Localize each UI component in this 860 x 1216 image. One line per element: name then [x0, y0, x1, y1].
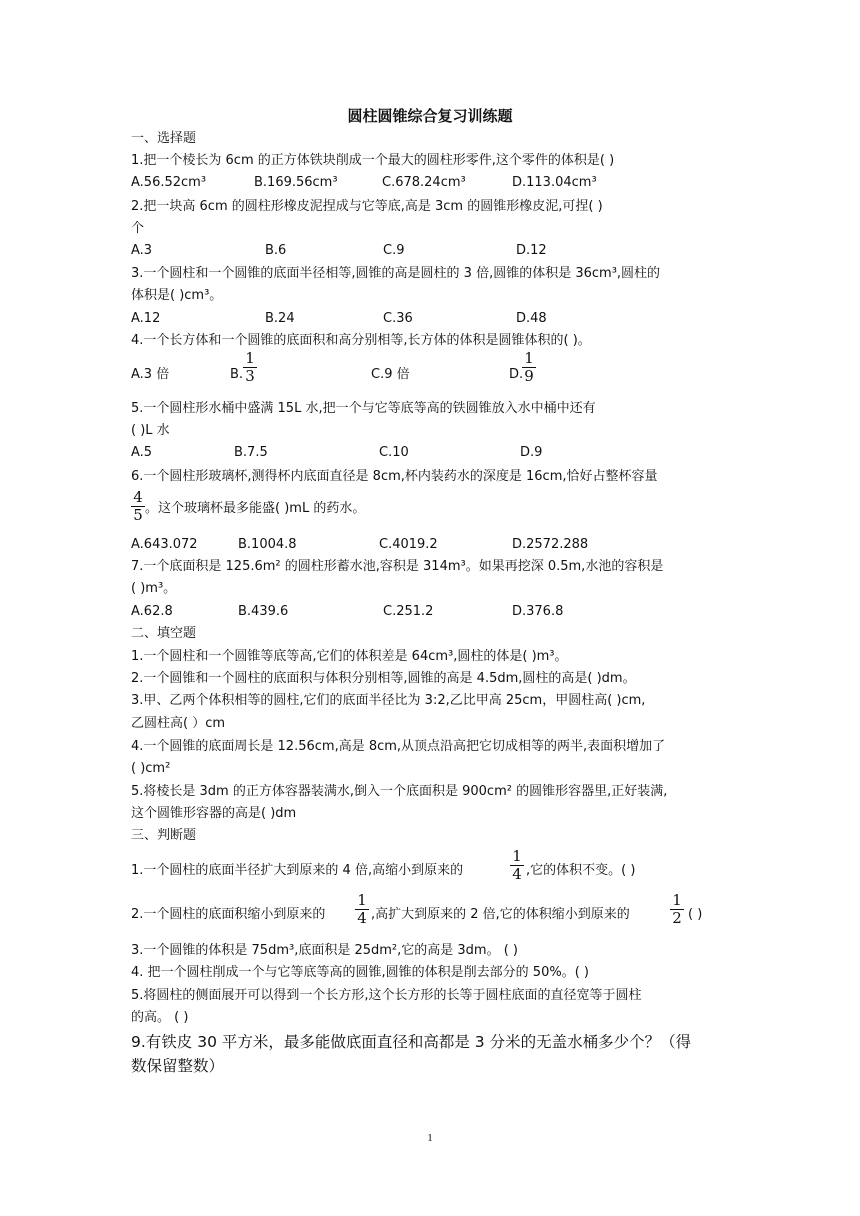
- question-6-fraction: [131, 490, 145, 523]
- fraction-numerator: 1: [245, 349, 255, 367]
- fill-question-5: 5.将棱长是 3dm 的正方体容器装满水,倒入一个底面积是 900cm² 的圆锥形容器里,正好装满,: [131, 784, 668, 799]
- fill-question-4: 4.一个圆锥的底面周长是 12.56cm,高是 8cm,从顶点沿高把它切成相等的两半,表面积增加了: [131, 739, 666, 754]
- fraction-numerator: 1: [512, 847, 522, 865]
- question-6-option-b: B.1004.8: [238, 537, 297, 552]
- judge-question-1-fraction: [510, 849, 524, 882]
- section-heading-judge: 三、判断题: [131, 828, 197, 843]
- question-1-option-d: D.113.04cm³: [512, 175, 597, 190]
- judge-question-2-fraction-2: [670, 893, 684, 926]
- fill-question-2: 2.一个圆锥和一个圆柱的底面积与体积分别相等,圆锥的高是 4.5dm,圆柱的高是( )dm。: [131, 671, 636, 686]
- judge-question-2-cont: ,高扩大到原来的 2 倍,它的体积缩小到原来的: [371, 907, 630, 922]
- word-problem-9-cont: 数保留整数）: [131, 1057, 225, 1075]
- fill-question-3: 3.甲、乙两个体积相等的圆柱,它们的底面半径比为 3:2,乙比甲高 25cm，甲圆柱高( )cm,: [131, 693, 646, 708]
- question-2-option-d: D.12: [516, 243, 547, 258]
- question-3-option-c: C.36: [383, 311, 413, 326]
- question-4-option-d: D.: [509, 367, 524, 382]
- question-2-option-a: A.3: [131, 243, 153, 258]
- question-5-stem: 5.一个圆柱形水桶中盛满 15L 水,把一个与它等底等高的铁圆锥放入水中桶中还有: [131, 401, 596, 416]
- question-3-option-b: B.24: [265, 311, 295, 326]
- question-2-stem-cont: 个: [131, 221, 145, 236]
- question-4-option-a: A.3 倍: [131, 367, 170, 382]
- question-7-stem-cont: ( )m³。: [131, 581, 177, 596]
- question-6-stem-cont: 。这个玻璃杯最多能盛( )mL 的药水。: [145, 501, 366, 516]
- question-4-stem: 4.一个长方体和一个圆锥的底面积和高分别相等,长方体的体积是圆锥体积的( )。: [131, 333, 591, 348]
- question-6-option-a: A.643.072: [131, 537, 198, 552]
- section-heading-fill: 二、填空题: [131, 626, 197, 641]
- question-7-option-c: C.251.2: [383, 604, 434, 619]
- question-5-option-c: C.10: [379, 445, 409, 460]
- judge-question-1-cont: ,它的体积不变。( ): [526, 863, 636, 878]
- word-problem-9: 9.有铁皮 30 平方米，最多能做底面直径和高都是 3 分米的无盖水桶多少个？（得: [131, 1033, 692, 1051]
- question-1-stem: 1.把一个棱长为 6cm 的正方体铁块削成一个最大的圆柱形零件,这个零件的体积是( ): [131, 153, 615, 168]
- fraction-numerator: 4: [133, 488, 143, 506]
- question-7-option-d: D.376.8: [512, 604, 564, 619]
- question-7-stem: 7.一个底面积是 125.6m² 的圆柱形蓄水池,容积是 314m³。如果再挖深 0.5m,水池的容积是: [131, 559, 664, 574]
- question-5-option-b: B.7.5: [234, 445, 268, 460]
- question-1-option-c: C.678.24cm³: [382, 175, 466, 190]
- question-6-option-d: D.2572.288: [512, 537, 589, 552]
- question-7-option-b: B.439.6: [238, 604, 289, 619]
- fraction-denominator: 3: [245, 367, 255, 385]
- fraction-denominator: 5: [133, 506, 143, 524]
- question-3-option-a: A.12: [131, 311, 161, 326]
- question-5-option-d: D.9: [520, 445, 543, 460]
- question-4-option-b-fraction: [243, 351, 257, 384]
- fill-question-3-cont: 乙圆柱高( ）cm: [131, 716, 226, 731]
- judge-question-3: 3.一个圆锥的体积是 75dm³,底面积是 25dm²,它的高是 3dm。 ( ): [131, 943, 518, 958]
- fraction-denominator: 9: [524, 367, 534, 385]
- question-2-option-b: B.6: [265, 243, 287, 258]
- question-5-option-a: A.5: [131, 445, 153, 460]
- judge-question-5: 5.将圆柱的侧面展开可以得到一个长方形,这个长方形的长等于圆柱底面的直径宽等于圆柱: [131, 988, 642, 1003]
- fill-question-5-cont: 这个圆锥形容器的高是( )dm: [131, 806, 297, 821]
- judge-question-2: 2.一个圆柱的底面积缩小到原来的: [131, 907, 326, 922]
- fraction-numerator: 1: [357, 891, 367, 909]
- page-title: 圆柱圆锥综合复习训练题: [347, 107, 513, 125]
- section-heading-choice: 一、选择题: [131, 131, 197, 146]
- question-2-option-c: C.9: [383, 243, 405, 258]
- question-7-option-a: A.62.8: [131, 604, 173, 619]
- fill-question-1: 1.一个圆柱和一个圆锥等底等高,它们的体积差是 64cm³,圆柱的体是( )m³。: [131, 649, 568, 664]
- judge-question-4: 4. 把一个圆柱削成一个与它等底等高的圆锥,圆锥的体积是削去部分的 50%。( ): [131, 965, 589, 980]
- question-2-stem: 2.把一块高 6cm 的圆柱形橡皮泥捏成与它等底,高是 3cm 的圆锥形橡皮泥,可捏( ): [131, 199, 603, 214]
- judge-question-2-fraction-1: [355, 893, 369, 926]
- question-4-option-d-fraction: [522, 351, 536, 384]
- question-3-option-d: D.48: [516, 311, 547, 326]
- fraction-denominator: 4: [512, 865, 522, 883]
- fraction-numerator: 1: [672, 891, 682, 909]
- judge-question-5-cont: 的高。 ( ): [131, 1010, 189, 1025]
- fraction-numerator: 1: [524, 349, 534, 367]
- fill-question-4-cont: ( )cm²: [131, 761, 171, 776]
- question-4-option-c: C.9 倍: [371, 367, 410, 382]
- fraction-denominator: 2: [672, 909, 682, 927]
- page-number: 1: [427, 1132, 433, 1144]
- question-1-option-a: A.56.52cm³: [131, 175, 207, 190]
- question-3-stem-cont: 体积是( )cm³。: [131, 288, 223, 303]
- question-6-option-c: C.4019.2: [379, 537, 438, 552]
- question-5-stem-cont: ( )L 水: [131, 423, 170, 438]
- judge-question-1: 1.一个圆柱的底面半径扩大到原来的 4 倍,高缩小到原来的: [131, 863, 464, 878]
- question-4-option-b: B.: [230, 367, 244, 382]
- fraction-denominator: 4: [357, 909, 367, 927]
- judge-question-2-blank: ( ): [688, 907, 703, 922]
- question-1-option-b: B.169.56cm³: [254, 175, 338, 190]
- question-3-stem: 3.一个圆柱和一个圆锥的底面半径相等,圆锥的高是圆柱的 3 倍,圆锥的体积是 36cm³,圆柱的: [131, 266, 661, 281]
- question-6-stem: 6.一个圆柱形玻璃杯,测得杯内底面直径是 8cm,杯内装药水的深度是 16cm,恰好占整杯容量: [131, 469, 658, 484]
